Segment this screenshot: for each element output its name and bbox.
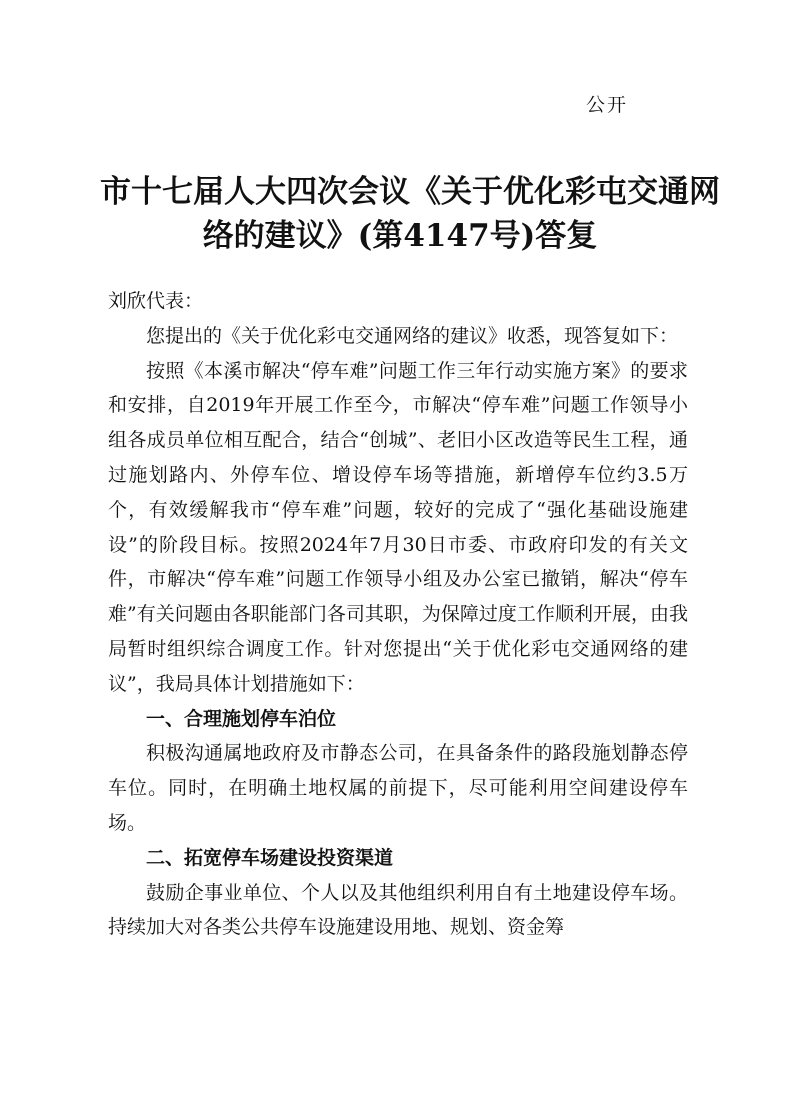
title-line-2: 络的建议》(第4147号)答复 [202,218,598,254]
section-text-2: 鼓励企事业单位、个人以及其他组织利用自有土地建设停车场。持续加大对各类公共停车设施建设用地、规划、资金筹 [108,881,688,939]
document-title [100,170,720,258]
paragraph-intro: 您提出的《关于优化彩屯交通网络的建议》收悉，现答复如下： [146,324,679,347]
section-heading-2: 二、拓宽停车场建设投资渠道 [146,846,394,869]
document-body [108,284,688,945]
classification-label: 公开 [586,94,629,116]
section-text-1: 积极沟通属地政府及市静态公司，在具备条件的路段施划静态停车位。同时，在明确土地权属的前提下，尽可能利用空间建设停车场。 [108,742,688,834]
paragraph-background: 按照《本溪市解决“停车难”问题工作三年行动实施方案》的要求和安排，自2019年开展工作至今，市解决“停车难”问题工作领导小组各成员单位相互配合，结合“创城”、老旧小区改造等民生工程，通过施划路内、外停车位、增设停车场等措施，新增停车位约3.5万个，有效缓解我市“停车难”问题，较好的完成了“强化基础设施建设”的阶段目标。按照2024年7月30日市委、市政府印发的有关文件，市解决“停车难”问题工作领导小组及办公室已撤销，解决“停车难”有关问题由各职能部门各司其职，为保障过度工作顺利开展，由我局暂时组织综合调度工作。针对您提出“关于优化彩屯交通网络的建议”，我局具体计划措施如下： [108,359,688,695]
section-heading-1: 一、合理施划停车泊位 [146,707,337,730]
salutation: 刘欣代表： [108,290,204,312]
title-line-1: 市十七届人大四次会议《关于优化彩屯交通网 [100,174,720,210]
